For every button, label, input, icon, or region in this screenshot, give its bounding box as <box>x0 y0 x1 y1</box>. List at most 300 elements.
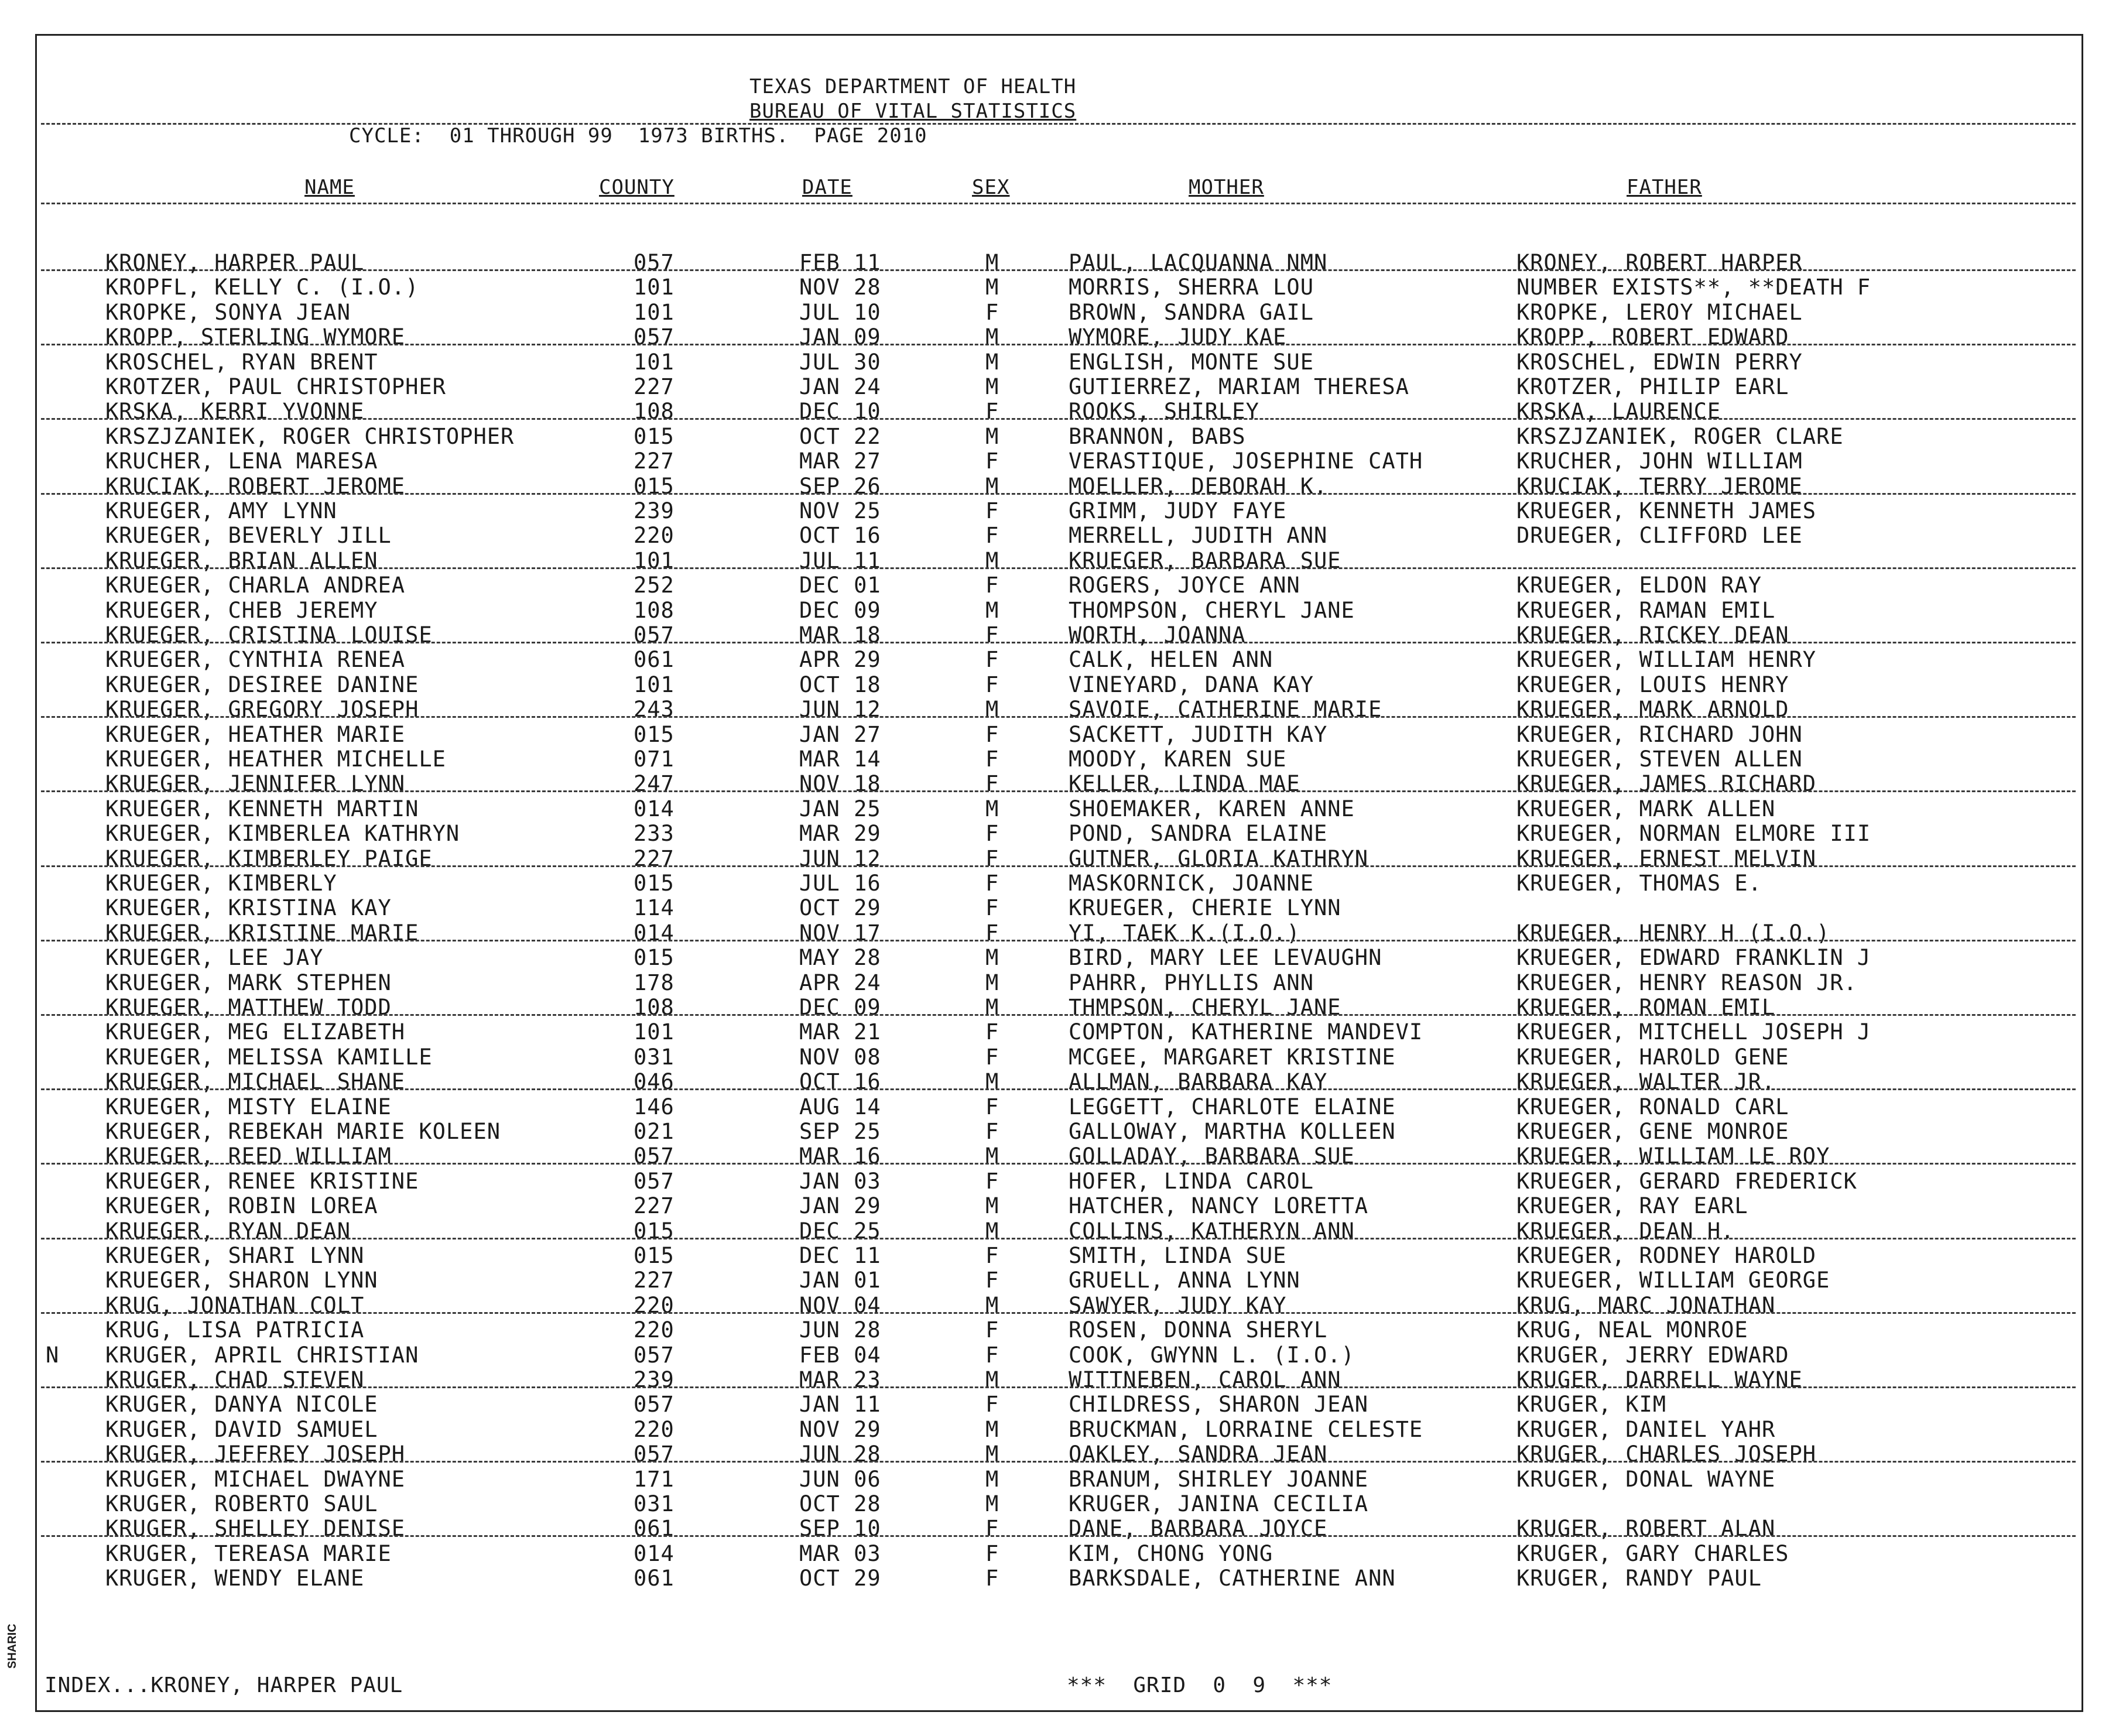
cell-name: KRUEGER, KIMBERLEY PAIGE <box>105 845 433 871</box>
cell-mother: MOELLER, DEBORAH K. <box>1069 473 1328 499</box>
cell-date: MAR 14 <box>799 747 881 772</box>
cell-county: 220 <box>634 1416 675 1442</box>
cell-county: 220 <box>634 1292 675 1318</box>
row-divider <box>41 940 2076 941</box>
cell-county: 101 <box>634 547 675 573</box>
row-divider <box>41 493 2076 495</box>
cell-county: 057 <box>634 1441 675 1467</box>
cell-date: MAR 21 <box>799 1019 881 1045</box>
cell-mother: MCGEE, MARGARET KRISTINE <box>1069 1044 1396 1070</box>
cell-county: 061 <box>634 1516 675 1542</box>
cell-name: KRUEGER, AMY LYNN <box>105 498 337 523</box>
cell-father: KRUGER, DARRELL WAYNE <box>1516 1367 1803 1392</box>
cell-mother: WORTH, JOANNA <box>1069 622 1246 648</box>
cell-sex: F <box>985 1317 999 1343</box>
cell-father: KRUEGER, RICKEY DEAN <box>1516 622 1789 648</box>
cell-father: KROTZER, PHILIP EARL <box>1516 374 1789 399</box>
cell-mother: KRUEGER, BARBARA SUE <box>1069 547 1341 573</box>
cell-name: KRUEGER, MELISSA KAMILLE <box>105 1044 433 1070</box>
cell-sex: M <box>985 796 999 821</box>
cell-date: JUL 11 <box>799 547 881 573</box>
cell-mother: ALLMAN, BARBARA KAY <box>1069 1069 1328 1095</box>
cell-name: KRUEGER, GREGORY JOSEPH <box>105 697 419 723</box>
cell-date: MAR 27 <box>799 448 881 474</box>
cell-name: KROPFL, KELLY C. (I.O.) <box>105 275 419 300</box>
cell-father: KRUGER, DANIEL YAHR <box>1516 1416 1776 1442</box>
cell-date: MAR 29 <box>799 821 881 847</box>
cell-name: KRUEGER, SHARON LYNN <box>105 1268 378 1293</box>
cell-sex: F <box>985 299 999 325</box>
cell-name: KRUEGER, BEVERLY JILL <box>105 523 392 549</box>
cell-date: DEC 09 <box>799 995 881 1020</box>
table-row <box>0 995 2126 1020</box>
cell-name: KRUEGER, CRISTINA LOUISE <box>105 622 433 648</box>
index-line: INDEX...KRONEY, HARPER PAUL <box>44 1673 403 1697</box>
cell-date: JUL 30 <box>799 349 881 375</box>
table-row <box>0 598 2126 623</box>
table-row <box>0 549 2126 573</box>
cell-county: 015 <box>634 945 675 971</box>
cell-father: KRUEGER, GERARD FREDERICK <box>1516 1168 1857 1194</box>
cell-county: 014 <box>634 1540 675 1566</box>
cell-county: 247 <box>634 771 675 797</box>
cell-name: KRUEGER, KIMBERLEA KATHRYN <box>105 821 460 847</box>
cell-sex: F <box>985 448 999 474</box>
cell-father: KRUEGER, WALTER JR. <box>1516 1069 1776 1095</box>
cell-name: KRUG, JONATHAN COLT <box>105 1292 365 1318</box>
table-row <box>0 499 2126 523</box>
cell-sex: F <box>985 1168 999 1194</box>
cell-father: KROSCHEL, EDWIN PERRY <box>1516 349 1803 375</box>
cell-county: 171 <box>634 1466 675 1492</box>
row-divider <box>41 790 2076 792</box>
cell-father: KRUG, MARC JONATHAN <box>1516 1292 1776 1318</box>
cell-sex: F <box>985 672 999 697</box>
cell-sex: F <box>985 647 999 673</box>
table-row <box>0 1566 2126 1591</box>
cell-name: KRUEGER, KIMBERLY <box>105 871 337 896</box>
cell-county: 057 <box>634 250 675 275</box>
cell-name: KRUEGER, BRIAN ALLEN <box>105 547 378 573</box>
cell-name: KRUGER, WENDY ELANE <box>105 1566 365 1591</box>
cell-mother: THMPSON, CHERYL JANE <box>1069 995 1341 1020</box>
cell-county: 014 <box>634 920 675 946</box>
cell-sex: M <box>985 1367 999 1392</box>
cell-county: 108 <box>634 995 675 1020</box>
cell-mother: BRUCKMAN, LORRAINE CELESTE <box>1069 1416 1423 1442</box>
cell-county: 021 <box>634 1119 675 1144</box>
table-row <box>0 474 2126 499</box>
cell-sex: F <box>985 523 999 549</box>
cell-date: JAN 01 <box>799 1268 881 1293</box>
cell-mother: MOODY, KAREN SUE <box>1069 747 1287 772</box>
table-row <box>0 1516 2126 1541</box>
cell-date: DEC 11 <box>799 1243 881 1268</box>
table-row <box>0 573 2126 598</box>
cell-father: KRUEGER, ROMAN EMIL <box>1516 995 1776 1020</box>
cell-father: KROPKE, LEROY MICHAEL <box>1516 299 1803 325</box>
cell-sex: M <box>985 1069 999 1095</box>
cell-mother: DANE, BARBARA JOYCE <box>1069 1516 1328 1542</box>
cell-father: KRUEGER, HENRY REASON JR. <box>1516 970 1857 995</box>
cell-name: KRUEGER, KENNETH MARTIN <box>105 796 419 821</box>
cell-date: JUN 12 <box>799 845 881 871</box>
cell-mother: GRUELL, ANNA LYNN <box>1069 1268 1300 1293</box>
header-title: TEXAS DEPARTMENT OF HEALTH <box>749 75 1077 98</box>
cell-father: KRUGER, ROBERT ALAN <box>1516 1516 1776 1542</box>
cell-name: KROTZER, PAUL CHRISTOPHER <box>105 374 446 399</box>
cell-sex: M <box>985 324 999 350</box>
cell-mother: ROGERS, JOYCE ANN <box>1069 573 1300 598</box>
cell-county: 227 <box>634 845 675 871</box>
cell-father: KRONEY, ROBERT HARPER <box>1516 250 1803 275</box>
row-divider <box>41 1535 2076 1537</box>
table-row <box>0 375 2126 399</box>
cell-mother: GRIMM, JUDY FAYE <box>1069 498 1287 523</box>
cell-name: KRUGER, MICHAEL DWAYNE <box>105 1466 406 1492</box>
cell-date: MAR 23 <box>799 1367 881 1392</box>
cell-sex: M <box>985 995 999 1020</box>
cell-mother: PAHRR, PHYLLIS ANN <box>1069 970 1314 995</box>
cell-sex: M <box>985 250 999 275</box>
cell-mother: COOK, GWYNN L. (I.O.) <box>1069 1342 1355 1368</box>
column-header-county: COUNTY <box>599 176 675 199</box>
cell-father: KRUGER, RANDY PAUL <box>1516 1566 1762 1591</box>
cell-county: 057 <box>634 622 675 648</box>
cell-sex: F <box>985 1342 999 1368</box>
cell-father: KRUCIAK, TERRY JEROME <box>1516 473 1803 499</box>
table-row <box>0 300 2126 325</box>
cell-mother: HATCHER, NANCY LORETTA <box>1069 1193 1369 1219</box>
cell-sex: F <box>985 895 999 921</box>
cell-father: KRUGER, GARY CHARLES <box>1516 1540 1789 1566</box>
cell-mother: GOLLADAY, BARBARA SUE <box>1069 1143 1355 1169</box>
cell-name: KROPP, STERLING WYMORE <box>105 324 406 350</box>
side-label: SHARIC <box>6 1624 19 1669</box>
cell-father: KRUEGER, STEVEN ALLEN <box>1516 747 1803 772</box>
cell-sex: M <box>985 374 999 399</box>
row-divider <box>41 1014 2076 1016</box>
cell-father: KROPP, ROBERT EDWARD <box>1516 324 1789 350</box>
cell-mother: ROSEN, DONNA SHERYL <box>1069 1317 1328 1343</box>
cell-father: KRUEGER, DEAN H. <box>1516 1218 1735 1244</box>
cell-sex: F <box>985 771 999 797</box>
table-row <box>0 1119 2126 1144</box>
table-row <box>0 1268 2126 1293</box>
cell-county: 057 <box>634 1342 675 1368</box>
cell-father: KRUEGER, WILLIAM LE ROY <box>1516 1143 1830 1169</box>
cell-name: KRUEGER, MISTY ELAINE <box>105 1094 392 1119</box>
cell-county: 071 <box>634 747 675 772</box>
cell-county: 239 <box>634 498 675 523</box>
table-row <box>0 673 2126 697</box>
column-header-divider <box>41 203 2076 204</box>
cell-mother: BIRD, MARY LEE LEVAUGHN <box>1069 945 1382 971</box>
cell-sex: F <box>985 399 999 424</box>
cell-mother: PAUL, LACQUANNA NMN <box>1069 250 1328 275</box>
cell-father: KRUEGER, WILLIAM HENRY <box>1516 647 1817 673</box>
cell-name: KRUEGER, REED WILLIAM <box>105 1143 392 1169</box>
cell-sex: M <box>985 1193 999 1219</box>
cell-name: KRUEGER, JENNIFER LYNN <box>105 771 406 797</box>
cell-date: JAN 27 <box>799 721 881 747</box>
cell-father: KRUEGER, NORMAN ELMORE III <box>1516 821 1871 847</box>
cell-father: KRUEGER, EDWARD FRANKLIN J <box>1516 945 1871 971</box>
row-divider <box>41 344 2076 345</box>
cell-mark: N <box>46 1342 60 1368</box>
row-divider <box>41 269 2076 271</box>
cell-date: NOV 28 <box>799 275 881 300</box>
cell-sex: M <box>985 473 999 499</box>
cell-mother: MORRIS, SHERRA LOU <box>1069 275 1314 300</box>
cell-name: KRSZJZANIEK, ROGER CHRISTOPHER <box>105 423 515 449</box>
cell-sex: F <box>985 1540 999 1566</box>
row-divider <box>41 418 2076 420</box>
cell-date: DEC 09 <box>799 597 881 623</box>
cell-name: KRUGER, JEFFREY JOSEPH <box>105 1441 406 1467</box>
cell-county: 101 <box>634 299 675 325</box>
cell-mother: SHOEMAKER, KAREN ANNE <box>1069 796 1355 821</box>
cell-mother: ROOKS, SHIRLEY <box>1069 399 1259 424</box>
cell-county: 061 <box>634 647 675 673</box>
cell-mother: OAKLEY, SANDRA JEAN <box>1069 1441 1328 1467</box>
cell-sex: M <box>985 1466 999 1492</box>
cell-date: JUN 06 <box>799 1466 881 1492</box>
table-row <box>0 1045 2126 1070</box>
table-row <box>0 1194 2126 1218</box>
table-row <box>0 946 2126 970</box>
cell-county: 220 <box>634 523 675 549</box>
column-header-father: FATHER <box>1627 176 1702 199</box>
row-divider <box>41 567 2076 569</box>
cell-father: KRUEGER, RONALD CARL <box>1516 1094 1789 1119</box>
table-row <box>0 1392 2126 1417</box>
cell-name: KRUEGER, RENEE KRISTINE <box>105 1168 419 1194</box>
cell-county: 227 <box>634 1193 675 1219</box>
table-row <box>0 1095 2126 1119</box>
cell-father: KRUGER, JERRY EDWARD <box>1516 1342 1789 1368</box>
cell-father: KRUEGER, RAY EARL <box>1516 1193 1748 1219</box>
cell-name: KRUG, LISA PATRICIA <box>105 1317 365 1343</box>
cell-date: DEC 25 <box>799 1218 881 1244</box>
cell-mother: KIM, CHONG YONG <box>1069 1540 1273 1566</box>
table-row <box>0 797 2126 821</box>
cell-father: KRUGER, KIM <box>1516 1392 1667 1417</box>
cell-father: KRUEGER, KENNETH JAMES <box>1516 498 1817 523</box>
cell-mother: KELLER, LINDA MAE <box>1069 771 1300 797</box>
cell-name: KRUEGER, MEG ELIZABETH <box>105 1019 406 1045</box>
cell-date: DEC 10 <box>799 399 881 424</box>
cell-sex: M <box>985 1143 999 1169</box>
cell-name: KRUEGER, ROBIN LOREA <box>105 1193 378 1219</box>
grid-indicator: *** GRID 0 9 *** <box>1067 1673 1333 1697</box>
cell-date: SEP 10 <box>799 1516 881 1542</box>
cell-father: KRUEGER, THOMAS E. <box>1516 871 1762 896</box>
cell-county: 057 <box>634 1143 675 1169</box>
cell-mother: SAVOIE, CATHERINE MARIE <box>1069 697 1382 723</box>
row-divider <box>41 716 2076 718</box>
cell-mother: SACKETT, JUDITH KAY <box>1069 721 1328 747</box>
cell-father: KRUEGER, MARK ARNOLD <box>1516 697 1789 723</box>
cell-father: KRUCHER, JOHN WILLIAM <box>1516 448 1803 474</box>
cell-name: KRUEGER, CHEB JEREMY <box>105 597 378 623</box>
cell-county: 114 <box>634 895 675 921</box>
cell-name: KRUCHER, LENA MARESA <box>105 448 378 474</box>
cell-sex: M <box>985 349 999 375</box>
cell-county: 252 <box>634 573 675 598</box>
table-row <box>0 821 2126 846</box>
cell-sex: F <box>985 920 999 946</box>
cell-mother: LEGGETT, CHARLOTE ELAINE <box>1069 1094 1396 1119</box>
cell-mother: HOFER, LINDA CAROL <box>1069 1168 1314 1194</box>
cell-county: 220 <box>634 1317 675 1343</box>
cell-date: SEP 26 <box>799 473 881 499</box>
cell-sex: F <box>985 1566 999 1591</box>
cell-date: DEC 01 <box>799 573 881 598</box>
cell-county: 227 <box>634 448 675 474</box>
cell-sex: M <box>985 597 999 623</box>
cell-name: KRUGER, DANYA NICOLE <box>105 1392 378 1417</box>
cell-sex: M <box>985 1441 999 1467</box>
table-row <box>0 1368 2126 1392</box>
cell-name: KRUEGER, DESIREE DANINE <box>105 672 419 697</box>
table-row <box>0 697 2126 722</box>
cell-county: 057 <box>634 1168 675 1194</box>
cell-date: APR 24 <box>799 970 881 995</box>
cell-mother: COMPTON, KATHERINE MANDEVI <box>1069 1019 1423 1045</box>
cell-sex: M <box>985 1491 999 1516</box>
table-row <box>0 1219 2126 1244</box>
cell-mother: VERASTIQUE, JOSEPHINE CATH <box>1069 448 1423 474</box>
cell-county: 146 <box>634 1094 675 1119</box>
cell-mother: CALK, HELEN ANN <box>1069 647 1273 673</box>
cell-date: NOV 29 <box>799 1416 881 1442</box>
cell-mother: SMITH, LINDA SUE <box>1069 1243 1287 1268</box>
cell-date: OCT 29 <box>799 895 881 921</box>
cell-date: MAR 18 <box>799 622 881 648</box>
cell-sex: F <box>985 622 999 648</box>
table-row <box>0 1070 2126 1094</box>
cell-sex: M <box>985 1218 999 1244</box>
cell-sex: M <box>985 1292 999 1318</box>
cell-date: OCT 16 <box>799 523 881 549</box>
cell-father: KRUEGER, MARK ALLEN <box>1516 796 1776 821</box>
table-row <box>0 1020 2126 1045</box>
cell-mother: MERRELL, JUDITH ANN <box>1069 523 1328 549</box>
cell-county: 101 <box>634 1019 675 1045</box>
cell-name: KROPKE, SONYA JEAN <box>105 299 351 325</box>
cell-father: NUMBER EXISTS**, **DEATH F <box>1516 275 1871 300</box>
cell-mother: VINEYARD, DANA KAY <box>1069 672 1314 697</box>
cell-name: KRUGER, DAVID SAMUEL <box>105 1416 378 1442</box>
cell-date: JAN 24 <box>799 374 881 399</box>
cell-sex: M <box>985 945 999 971</box>
cell-father: KRUEGER, LOUIS HENRY <box>1516 672 1789 697</box>
cell-date: JUN 12 <box>799 697 881 723</box>
table-row <box>0 772 2126 796</box>
table-row <box>0 896 2126 920</box>
cell-father: KRUEGER, RAMAN EMIL <box>1516 597 1776 623</box>
cell-father: KRUEGER, MITCHELL JOSEPH J <box>1516 1019 1871 1045</box>
cell-sex: F <box>985 1268 999 1293</box>
table-row <box>0 1467 2126 1492</box>
cell-father: KRUEGER, GENE MONROE <box>1516 1119 1789 1144</box>
cell-name: KRUEGER, LEE JAY <box>105 945 324 971</box>
cell-sex: M <box>985 970 999 995</box>
row-divider <box>41 1238 2076 1239</box>
table-row <box>0 747 2126 772</box>
cell-county: 015 <box>634 721 675 747</box>
cell-father: KRUEGER, HENRY H (I.O.) <box>1516 920 1830 946</box>
cell-county: 243 <box>634 697 675 723</box>
column-header-name: NAME <box>304 176 355 199</box>
cell-sex: F <box>985 1243 999 1268</box>
cell-mother: WITTNEBEN, CAROL ANN <box>1069 1367 1341 1392</box>
table-row <box>0 971 2126 995</box>
cell-sex: F <box>985 1516 999 1542</box>
cell-date: OCT 28 <box>799 1491 881 1516</box>
cell-name: KRUEGER, HEATHER MARIE <box>105 721 406 747</box>
cell-sex: M <box>985 697 999 723</box>
cell-father: KRUEGER, ERNEST MELVIN <box>1516 845 1817 871</box>
cell-county: 108 <box>634 399 675 424</box>
cell-date: NOV 04 <box>799 1292 881 1318</box>
cell-sex: F <box>985 845 999 871</box>
cell-name: KRUGER, TEREASA MARIE <box>105 1540 392 1566</box>
cell-sex: M <box>985 547 999 573</box>
cell-county: 031 <box>634 1044 675 1070</box>
cell-mother: SAWYER, JUDY KAY <box>1069 1292 1287 1318</box>
cell-county: 233 <box>634 821 675 847</box>
cell-name: KRUEGER, MICHAEL SHANE <box>105 1069 406 1095</box>
cell-date: NOV 08 <box>799 1044 881 1070</box>
cell-date: OCT 22 <box>799 423 881 449</box>
cell-sex: F <box>985 1119 999 1144</box>
table-row <box>0 1144 2126 1169</box>
table-row <box>0 1244 2126 1268</box>
cell-mother: KRUEGER, CHERIE LYNN <box>1069 895 1341 921</box>
table-row <box>0 1169 2126 1194</box>
row-divider <box>41 1386 2076 1388</box>
cell-name: KRUEGER, MATTHEW TODD <box>105 995 392 1020</box>
cell-county: 015 <box>634 1218 675 1244</box>
cell-sex: F <box>985 1094 999 1119</box>
cell-name: KRUEGER, MARK STEPHEN <box>105 970 392 995</box>
cell-father: DRUEGER, CLIFFORD LEE <box>1516 523 1803 549</box>
cell-sex: M <box>985 275 999 300</box>
cell-mother: GALLOWAY, MARTHA KOLLEEN <box>1069 1119 1396 1144</box>
cell-name: KRUEGER, HEATHER MICHELLE <box>105 747 446 772</box>
table-row <box>0 1492 2126 1516</box>
cell-sex: F <box>985 1392 999 1417</box>
cell-name: KRUGER, ROBERTO SAUL <box>105 1491 378 1516</box>
cell-mother: BROWN, SANDRA GAIL <box>1069 299 1314 325</box>
table-row <box>0 251 2126 275</box>
table-row <box>0 399 2126 424</box>
cell-date: OCT 18 <box>799 672 881 697</box>
table-row <box>0 424 2126 449</box>
cell-date: OCT 16 <box>799 1069 881 1095</box>
cell-county: 101 <box>634 672 675 697</box>
table-row <box>0 350 2126 375</box>
table-row <box>0 1293 2126 1318</box>
cell-county: 101 <box>634 349 675 375</box>
cell-mother: COLLINS, KATHERYN ANN <box>1069 1218 1355 1244</box>
cell-mother: WYMORE, JUDY KAE <box>1069 324 1287 350</box>
table-row <box>0 1417 2126 1442</box>
cell-name: KRUEGER, REBEKAH MARIE KOLEEN <box>105 1119 501 1144</box>
cell-mother: YI, TAEK K.(I.O.) <box>1069 920 1300 946</box>
